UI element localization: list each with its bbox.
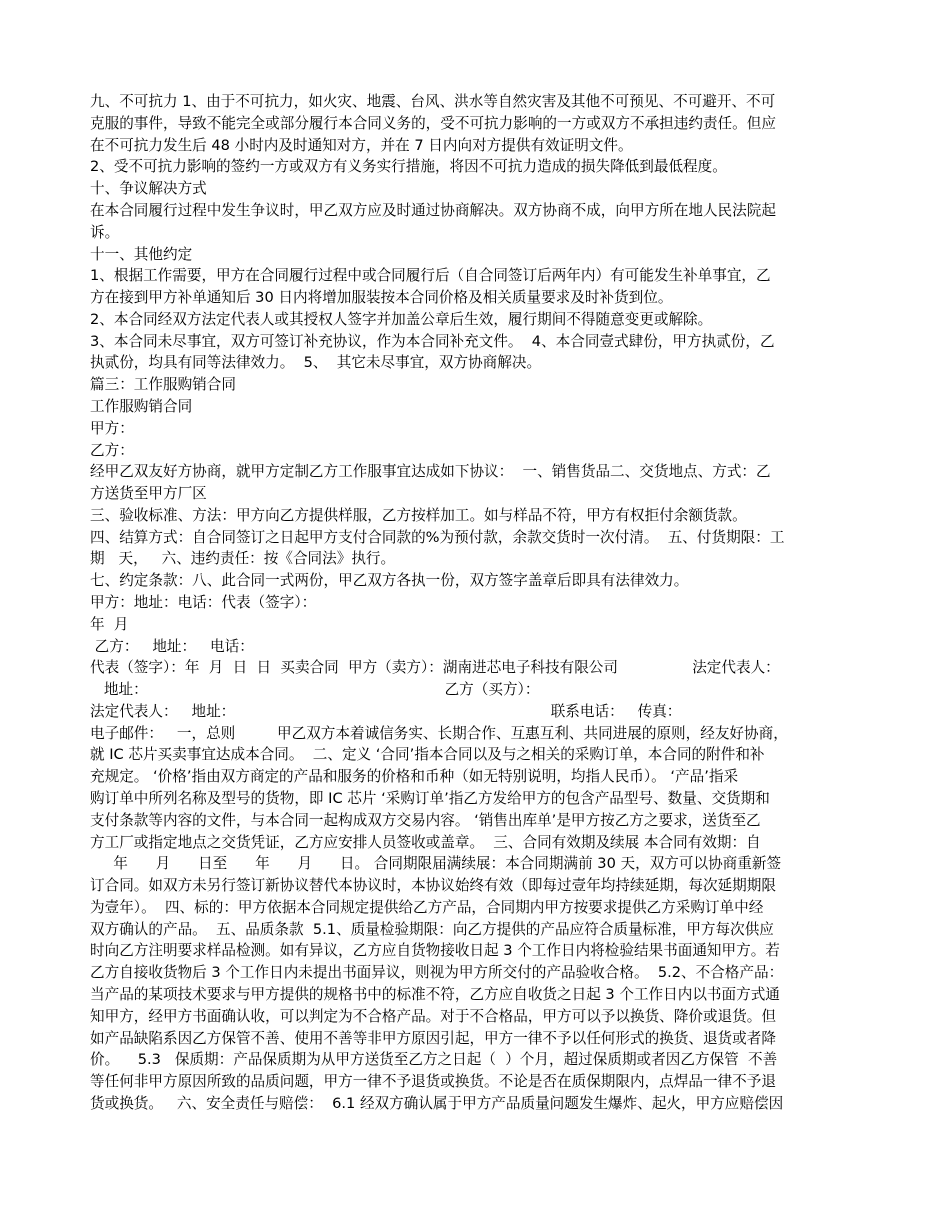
- text-line: 工作服购销合同: [90, 397, 193, 415]
- text-line: 期 天， 六、违约责任：按《合同法》执行。: [90, 550, 396, 568]
- text-line: 法定代表人： 地址： 联系电话： 传真：: [90, 702, 682, 720]
- text-line: 甲方：: [90, 419, 134, 437]
- text-line: 方送货至甲方厂区: [90, 485, 207, 502]
- text-line: 甲方：地址：电话：代表（签字）：: [90, 593, 317, 611]
- text-line: 1、根据工作需要，甲方在合同履行过程中或合同履行后（自合同签订后两年内）有可能发生补单事宜，乙: [90, 267, 771, 285]
- text-line: 乙方自接收货物后 3 个工作日内未提出书面异议，则视为甲方所交付的产品验收合格。 5.2、不合格产品：: [90, 964, 784, 982]
- text-line: 克服的事件，导致不能完全或部分履行本合同义务的，受不可抗力影响的一方或双方不承担违约责任。但应: [90, 114, 776, 132]
- text-line: 就 IC 芯片买卖事宜达成本合同。 二、定义 ‘合同’指本合同以及与之相关的采购订单，本合同的附件和补: [90, 746, 765, 764]
- text-line: 3、本合同未尽事宜，双方可签订补充协议，作为本合同补充文件。 4、本合同壹式肆份，甲方执贰份，乙: [90, 332, 775, 350]
- text-line: 年 月 日至 年 月 日。 合同期限届满续展：本合同期满前 30 天，双方可以协商重新签: [90, 855, 782, 873]
- text-line: 电子邮件： 一，总则 甲乙双方本着诚信务实、长期合作、互惠互利、共同进展的原则，经友好协商，: [90, 724, 788, 742]
- text-line: 方工厂或指定地点之交货凭证，乙方应安排人员签收或盖章。 三、合同有效期及续展 本合同有效期：自: [90, 833, 761, 851]
- text-line: 为壹年）。 四、标的：甲方依据本合同规定提供给乙方产品，合同期内甲方按要求提供乙方采购订单中经: [90, 898, 764, 916]
- text-line: 篇三：工作服购销合同: [90, 376, 236, 394]
- text-line: 十、争议解决方式: [90, 180, 207, 198]
- text-line: 货或换货。 六、安全责任与赔偿： 6.1 经双方确认属于甲方产品质量问题发生爆炸、起火，甲方应赔偿因: [90, 1094, 784, 1112]
- text-line: 代表（签字）：年 月 日 日 买卖合同 甲方（卖方）：湖南进芯电子科技有限公司 法定代表人：: [90, 659, 780, 677]
- text-line: 2、本合同经双方法定代表人或其授权人签字并加盖公章后生效，履行期间不得随意变更或解除。: [90, 310, 713, 328]
- text-line: 时向乙方注明要求样品检测。如有异议，乙方应自货物接收日起 3 个工作日内将检验结果书面通知甲方。若: [90, 942, 780, 960]
- text-line: 等任何非甲方原因所致的品质问题，甲方一律不予退货或换货。不论是否在质保期限内，点焊品一律不予退: [90, 1073, 776, 1091]
- text-line: 支付条款等内容的文件，与本合同一起构成双方交易内容。 ‘销售出库单’是甲方按乙方之要求，送货至乙: [90, 811, 761, 829]
- text-line: 方在接到甲方补单通知后 30 日内将增加服装按本合同价格及相关质量要求及时补货到位。: [90, 289, 673, 306]
- text-line: 乙方：: [90, 441, 134, 459]
- text-line: 购订单中所列名称及型号的货物，即 IC 芯片 ‘采购订单’指乙方发给甲方的包含产品型号、数量、交货期和: [90, 790, 770, 807]
- text-line: 年 月: [90, 615, 129, 633]
- text-line: 九、不可抗力 1、由于不可抗力，如火灾、地震、台风、洪水等自然灾害及其他不可预见、不可避开、不可: [90, 93, 776, 110]
- text-line: 七、约定条款：八、此合同一式两份，甲乙双方各执一份，双方签字盖章后即具有法律效力。: [90, 572, 689, 590]
- text-line: 知甲方，经甲方书面确认收，可以判定为不合格产品。对于不合格品，甲方可以予以换货、降价或退货。但: [90, 1007, 776, 1025]
- text-line: 价。 5.3 保质期：产品保质期为从甲方送货至乙方之日起（ ）个月，超过保质期或者因乙方保管 不善: [90, 1051, 778, 1069]
- text-line: 十一、其他约定: [90, 245, 193, 263]
- text-line: 2、受不可抗力影响的签约一方或双方有义务实行措施，将因不可抗力造成的损失降低到最低程度。: [90, 158, 727, 176]
- text-line: 三、验收标准、方法：甲方向乙方提供样服，乙方按样加工。如与样品不符，甲方有权拒付余额货款。: [90, 506, 747, 524]
- text-line: 地址： 乙方（买方）：: [90, 681, 540, 699]
- text-line: 诉。: [90, 223, 120, 241]
- text-line: 订合同。如双方未另行签订新协议替代本协议时，本协议始终有效（即每过壹年均持续延期，每次延期期限: [90, 877, 776, 895]
- text-line: 当产品的某项技术要求与甲方提供的规格书中的标准不符，乙方应自收货之日起 3 个工作日内以书面方式通: [90, 986, 780, 1003]
- text-line: 充规定。 ‘价格’指由双方商定的产品和服务的价格和币种（如无特别说明，均指人民币）。 ‘产品’指采: [90, 768, 739, 786]
- text-line: 如产品缺陷系因乙方保管不善、使用不善等非甲方原因引起，甲方一律不予以任何形式的换货、退货或者降: [90, 1029, 776, 1047]
- text-line: 执贰份，均具有同等法律效力。 5、 其它未尽事宜，双方协商解决。: [90, 354, 542, 372]
- text-line: 经甲乙双友好方协商，就甲方定制乙方工作服事宜达成如下协议： 一、销售货品二、交货地点、方式：乙: [90, 463, 771, 481]
- text-line: 在本合同履行过程中发生争议时，甲乙双方应及时通过协商解决。双方协商不成，向甲方所在地人民法院起: [90, 201, 776, 219]
- text-line: 乙方： 地址： 电话：: [90, 637, 254, 655]
- text-line: 双方确认的产品。 五、品质条款 5.1、质量检验期限：向乙方提供的产品应符合质量标准，甲方每次供应: [90, 920, 774, 938]
- text-line: 四、结算方式：自合同签订之日起甲方支付合同款的%为预付款，余款交货时一次付清。 五、付货期限：工: [90, 528, 785, 546]
- text-line: 在不可抗力发生后 48 小时内及时通知对方，并在 7 日内向对方提供有效证明文件。: [90, 136, 633, 154]
